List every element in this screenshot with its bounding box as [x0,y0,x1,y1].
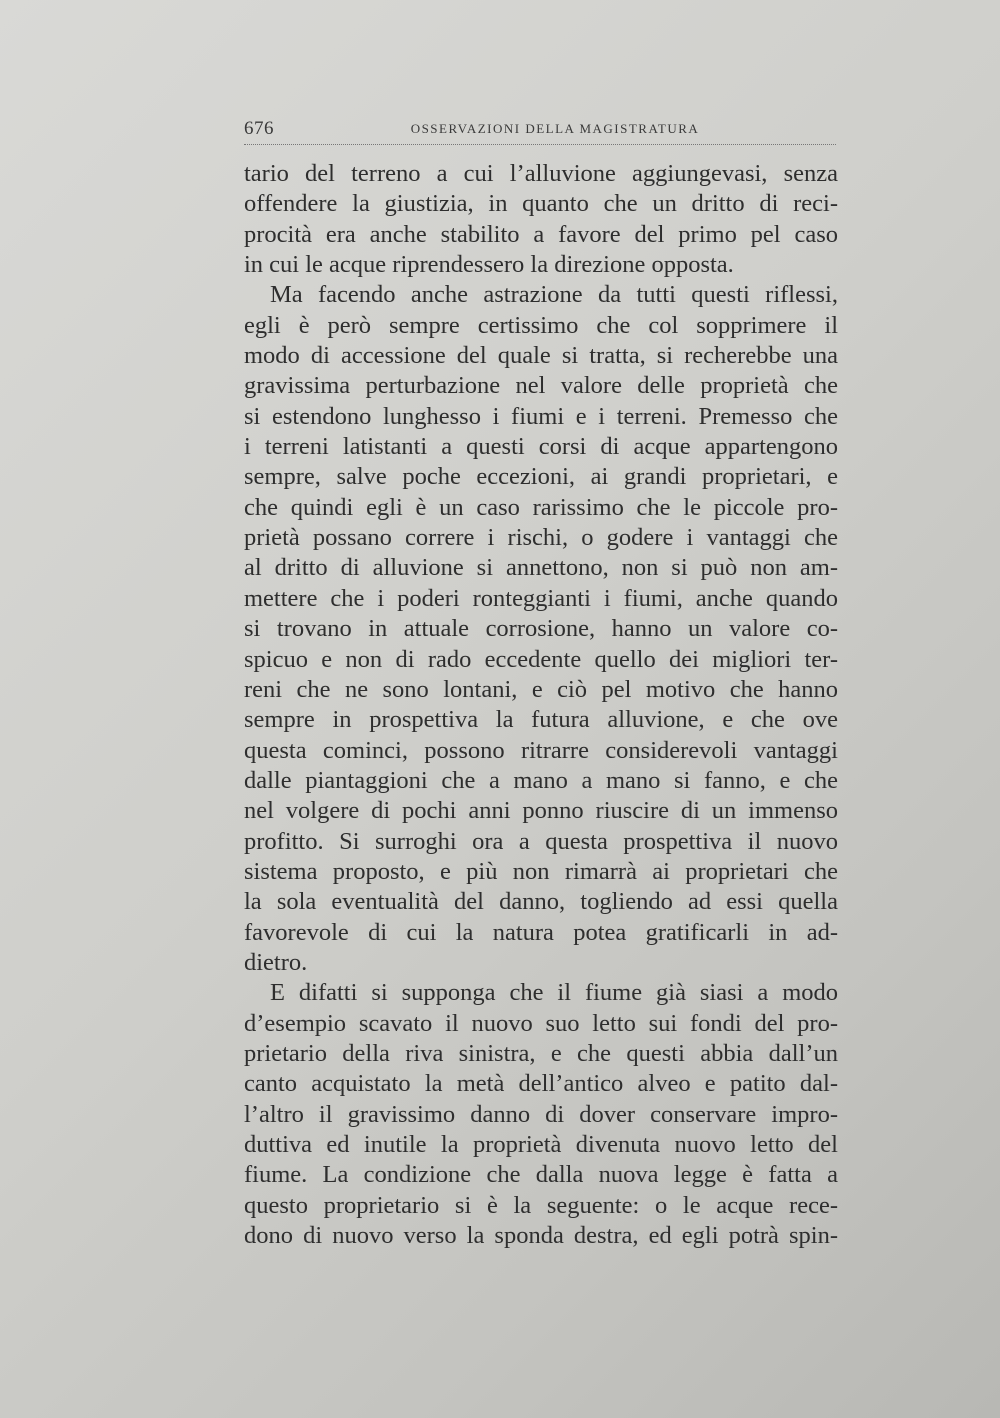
text-line: nel volgere di pochi anni ponno riuscire di un immenso [244,797,838,825]
text-line: profitto. Si surroghi ora a questa prospettiva il nuovo [244,827,838,855]
running-title: OSSERVAZIONI DELLA MAGISTRATURA [410,121,700,136]
text-line: i terreni latistanti a questi corsi di acque appartengono [244,433,838,461]
text-line: sempre, salve poche eccezioni, ai grandi proprietari, e [244,463,838,491]
text-line: al dritto di alluvione si annettono, non si può non am- [244,554,838,582]
text-line: gravissima perturbazione nel valore delle proprietà che [244,372,838,400]
text-line: che quindi egli è un caso rarissimo che le piccole pro- [244,493,838,521]
text-line: E difatti si supponga che il fiume già siasi a modo [270,979,838,1007]
text-line: mettere che i poderi ronteggianti i fiumi, anche quando [244,584,838,612]
text-line: modo di accessione del quale si tratta, si recherebbe una [244,342,838,370]
text-line: si trovano in attuale corrosione, hanno un valore co- [244,615,838,643]
text-line: sistema proposto, e più non rimarrà ai proprietari che [244,857,838,885]
text-line: reni che ne sono lontani, e ciò pel motivo che hanno [244,675,838,703]
text-line: tario del terreno a cui l’alluvione aggiungevasi, senza [244,160,838,187]
text-line: fiume. La condizione che dalla nuova legge è fatta a [244,1161,838,1189]
text-line: dalle piantaggioni che a mano a mano si fanno, e che [244,766,838,794]
text-line: canto acquistato la metà dell’antico alveo e patito dal- [244,1070,838,1098]
text-line: Ma facendo anche astrazione da tutti questi riflessi, [270,281,838,309]
text-line: questo proprietario si è la seguente: o le acque rece- [244,1191,838,1219]
text-line: dono di nuovo verso la sponda destra, ed egli potrà spin- [244,1222,838,1250]
text-line: dietro. [244,948,308,976]
text-line: in cui le acque riprendessero la direzione opposta. [244,251,734,279]
text-line: egli è però sempre certissimo che col sopprimere il [244,311,838,339]
text-line: prietà possano correre i rischi, o godere i vantaggi che [244,524,838,552]
body-text [244,159,838,1251]
text-line: spicuo e non di rado eccedente quello dei migliori ter- [244,645,838,673]
text-line: la sola eventualità del danno, togliendo ad essi quella [244,888,838,916]
running-head [244,118,836,145]
text-line: d’esempio scavato il nuovo suo letto sui fondi del pro- [244,1009,838,1037]
text-line: favorevole di cui la natura potea gratificarli in ad- [244,918,838,946]
text-line: questa cominci, possono ritrarre considerevoli vantaggi [244,736,838,764]
text-line: l’altro il gravissimo danno di dover conservare impro- [244,1100,838,1128]
text-line: offendere la giustizia, in quanto che un dritto di reci- [244,190,838,218]
text-line: duttiva ed inutile la proprietà divenuta nuovo letto del [244,1131,838,1158]
text-line: procità era anche stabilito a favore del primo pel caso [244,220,838,248]
text-line: si estendono lunghesso i fiumi e i terreni. Premesso che [244,402,838,430]
text-line: sempre in prospettiva la futura alluvione, e che ove [244,706,838,734]
text-line: prietario della riva sinistra, e che questi abbia dall’un [244,1039,838,1067]
page-number: 676 [244,118,274,139]
